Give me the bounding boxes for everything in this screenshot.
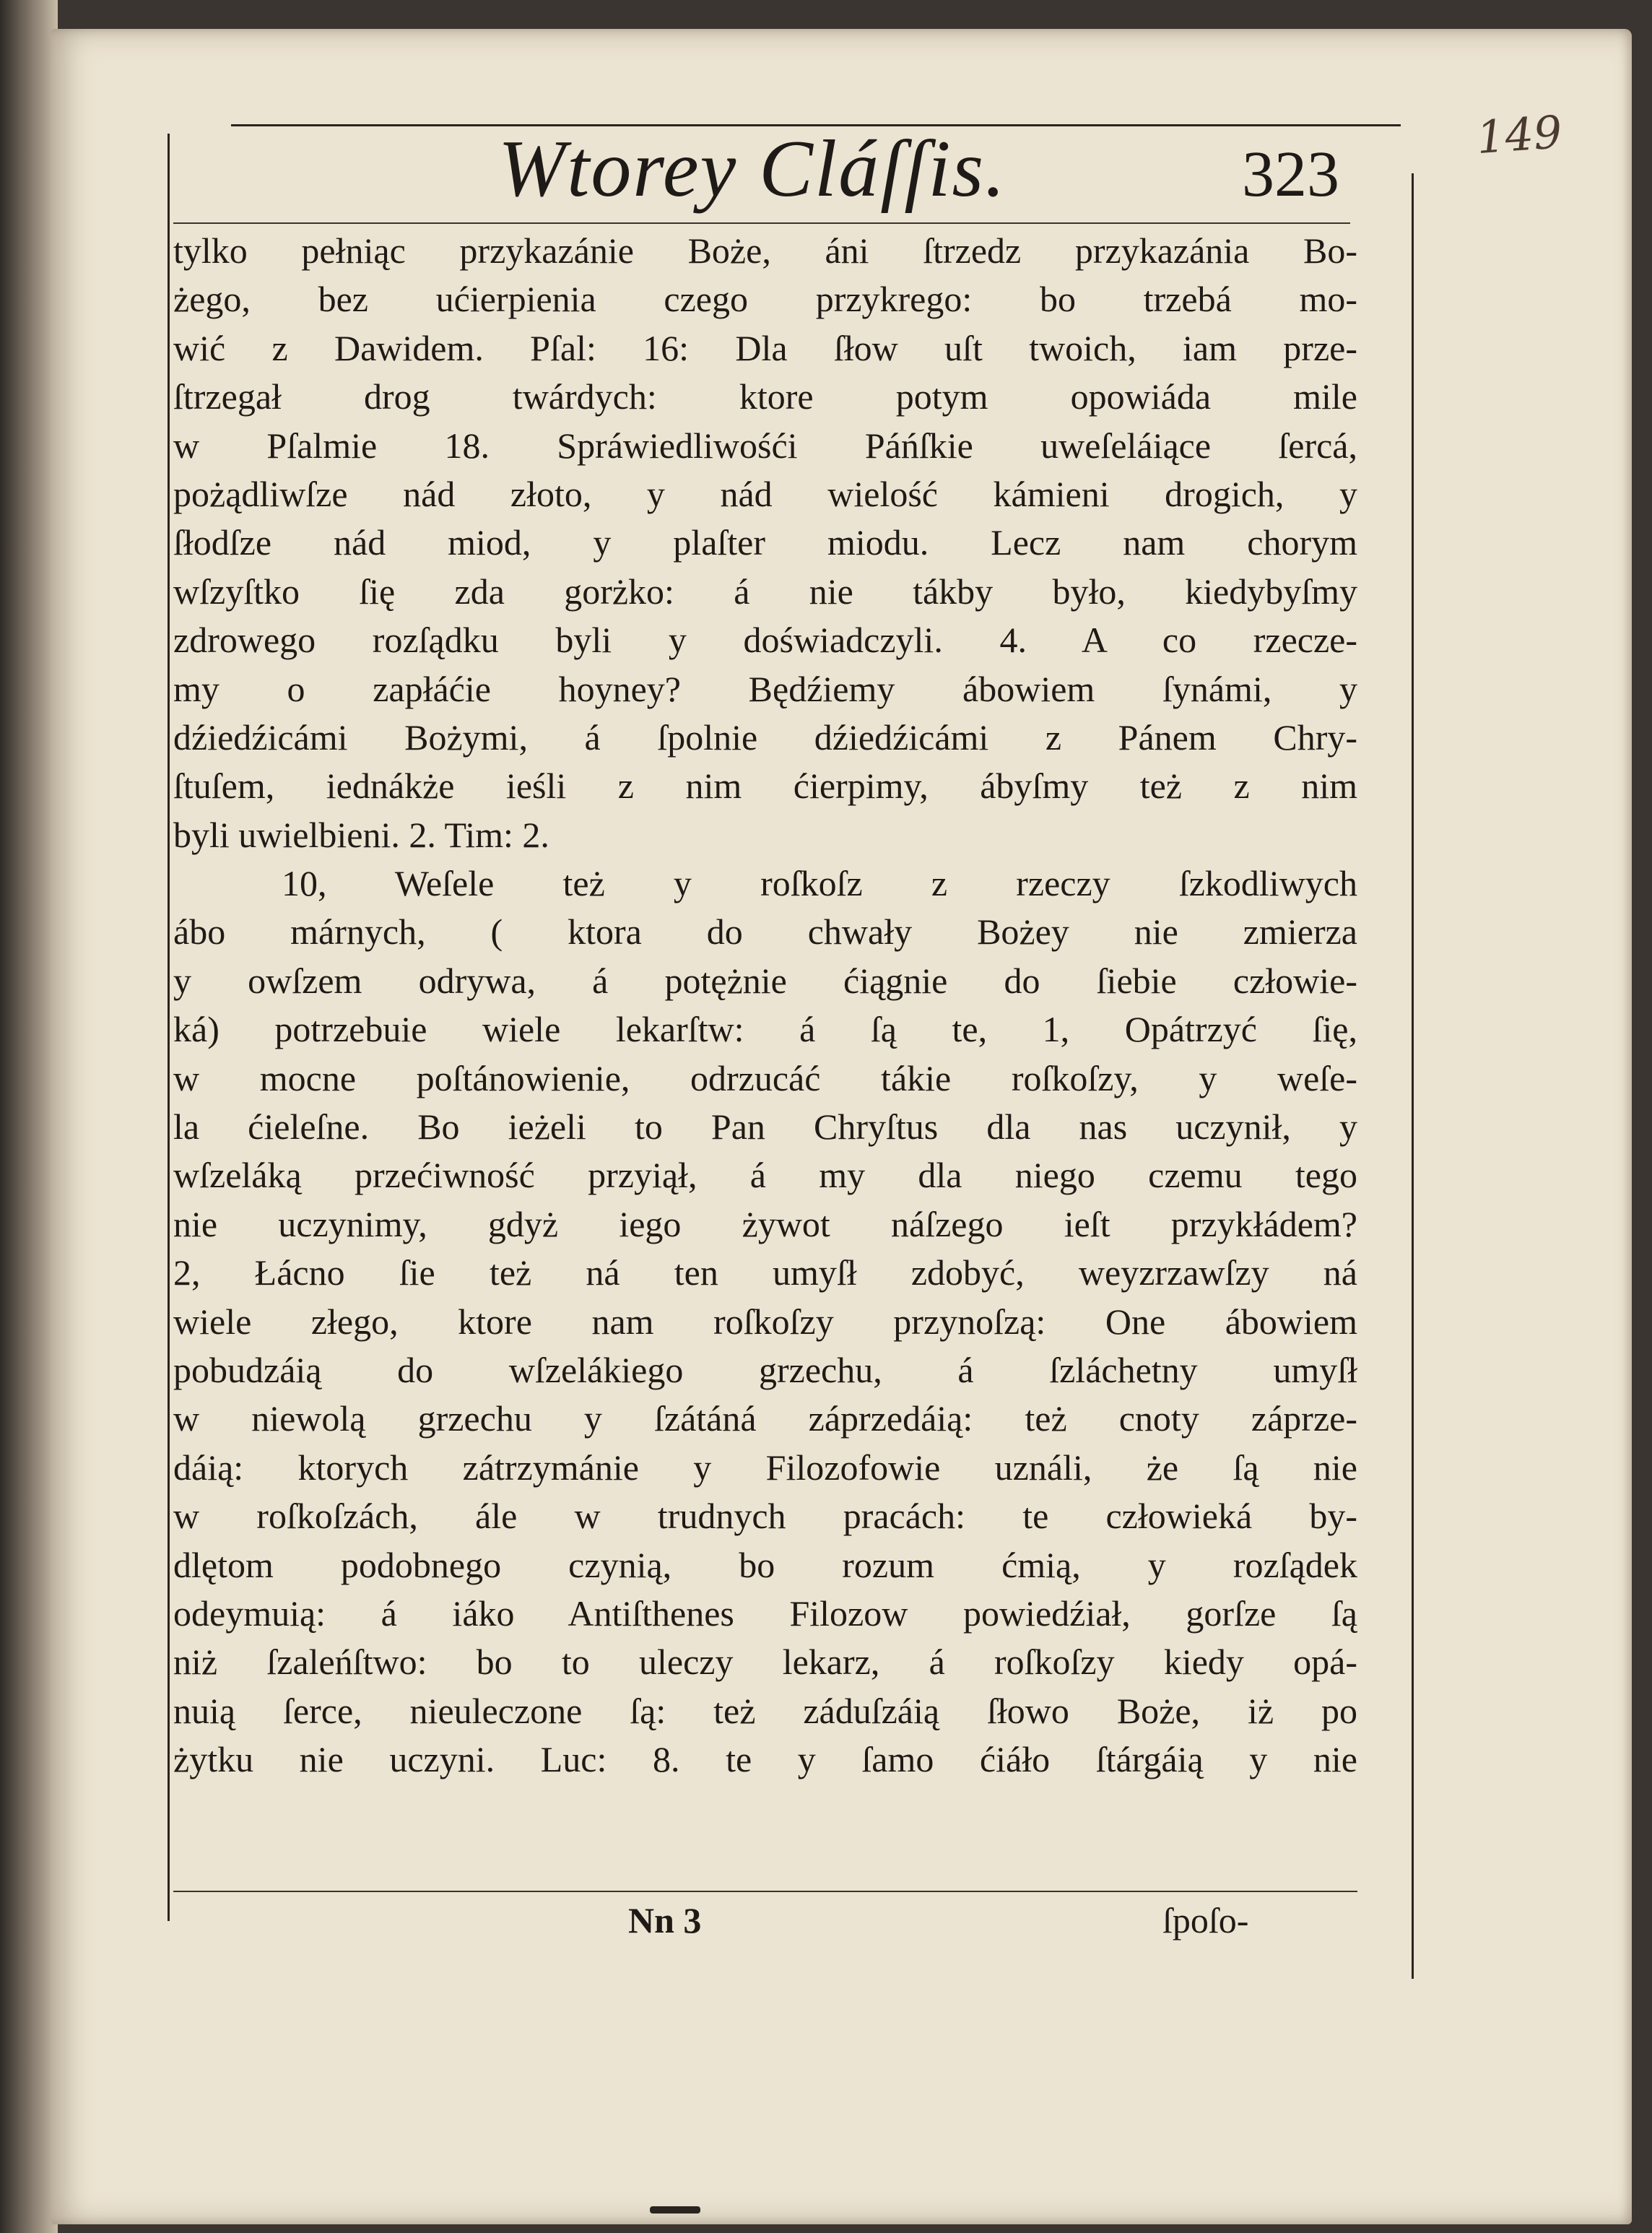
text-line: ſłodſze nád miod, y plaſter miodu. Lecz nam chorym [173, 522, 1357, 563]
text-line: ábo márnych, ( ktora do chwały Bożey nie zmierza [173, 911, 1357, 953]
text-line: wſzyſtko ſię zda gorżko: á nie tákby było, kiedybyſmy [173, 571, 1357, 612]
running-head: Wtorey Cláſſis. [498, 124, 1007, 214]
text-line: ſtrzegał drog twárdych: ktore potym opowiáda mile [173, 376, 1357, 417]
paragraph-first-line: 10, Weſele też y roſkoſz z rzeczy ſzkodliwych [282, 863, 1357, 904]
text-line: niż ſzaleńſtwo: bo to uleczy lekarz, á roſkoſzy kiedy opá- [173, 1642, 1357, 1683]
text-line: w mocne poſtánowienie, odrzucáć tákie roſkoſzy, y weſe- [173, 1057, 1357, 1098]
text-line: odeymuią: á iáko Antiſthenes Filozow powiedźiał, gorſze ſą [173, 1592, 1357, 1634]
footer-rule [173, 1891, 1357, 1892]
text-line: dlętom podobnego czynią, bo rozum ćmią, y rozſądek [173, 1544, 1357, 1585]
text-line: w Pſalmie 18. Spráwiedliwośći Páńſkie uweſeláiące ſercá, [173, 425, 1357, 466]
catchword: ſpoſo- [1162, 1900, 1249, 1941]
text-line: nie uczynimy, gdyż iego żywot náſzego ieſt przykłádem? [173, 1203, 1357, 1244]
text-line: wić z Dawidem. Pſal: 16: Dla ſłow uſt twoich, iam prze- [173, 327, 1357, 368]
text-line: zdrowego rozſądku byli y doświadczyli. 4. A co rzecze- [173, 620, 1357, 661]
body-text [173, 227, 1357, 1785]
frame-right-border [1412, 173, 1414, 1979]
text-line: żego, bez ućierpienia czego przykrego: bo trzebá mo- [173, 279, 1357, 320]
text-line: dáią: ktorych zátrzymánie y Filozofowie uználi, że ſą nie [173, 1447, 1357, 1488]
ink-mark [650, 2206, 700, 2214]
frame-left-border [168, 134, 170, 1921]
text-line: pożądliwſze nád złoto, y nád wielość kámieni drogich, y [173, 473, 1357, 514]
text-line: dźiedźicámi Bożymi, á ſpolnie dźiedźicámi z Pánem Chry- [173, 716, 1357, 758]
text-line: w roſkoſzách, ále w trudnych pracách: te człowieká by- [173, 1496, 1357, 1537]
signature-mark: Nn 3 [628, 1900, 702, 1941]
text-line: 2, Łácno ſie też ná ten umyſł zdobyć, weyzrzawſzy ná [173, 1252, 1357, 1293]
text-line: żytku nie uczyni. Luc: 8. te y ſamo ćiáło ſtárgáią y nie [173, 1739, 1357, 1780]
text-line: w niewolą grzechu y ſzátáná záprzedáią: też cnoty záprze- [173, 1398, 1357, 1439]
page-number: 323 [1242, 139, 1339, 210]
text-line: wiele złego, ktore nam roſkoſzy przynoſzą: One ábowiem [173, 1301, 1357, 1342]
text-line: byli uwielbieni. 2. Tim: 2. [173, 814, 549, 855]
text-line: tylko pełniąc przykazánie Boże, áni ſtrzedz przykazánia Bo- [173, 230, 1357, 271]
text-line: pobudzáią do wſzelákiego grzechu, á ſzláchetny umyſł [173, 1349, 1357, 1390]
text-line: y owſzem odrywa, á potężnie ćiągnie do ſiebie człowie- [173, 960, 1357, 1001]
text-line: ká) potrzebuie wiele lekarſtw: á ſą te, 1, Opátrzyć ſię, [173, 1009, 1357, 1050]
text-line: ſtuſem, iednákże ieśli z nim ćierpimy, ábyſmy też z nim [173, 766, 1357, 807]
handwritten-folio-number: 149 [1474, 105, 1564, 165]
book-spine-shadow [0, 0, 58, 2233]
header-rule [173, 222, 1350, 224]
text-line: la ćieleſne. Bo ieżeli to Pan Chryſtus dla nas uczynił, y [173, 1106, 1357, 1148]
text-line: nuią ſerce, nieuleczone ſą: też záduſzáią ſłowo Boże, iż po [173, 1690, 1357, 1731]
text-line: wſzeláką przećiwność przyiął, á my dla niego czemu tego [173, 1155, 1357, 1196]
text-line: my o zapłáćie hoyney? Będźiemy ábowiem ſynámi, y [173, 668, 1357, 709]
